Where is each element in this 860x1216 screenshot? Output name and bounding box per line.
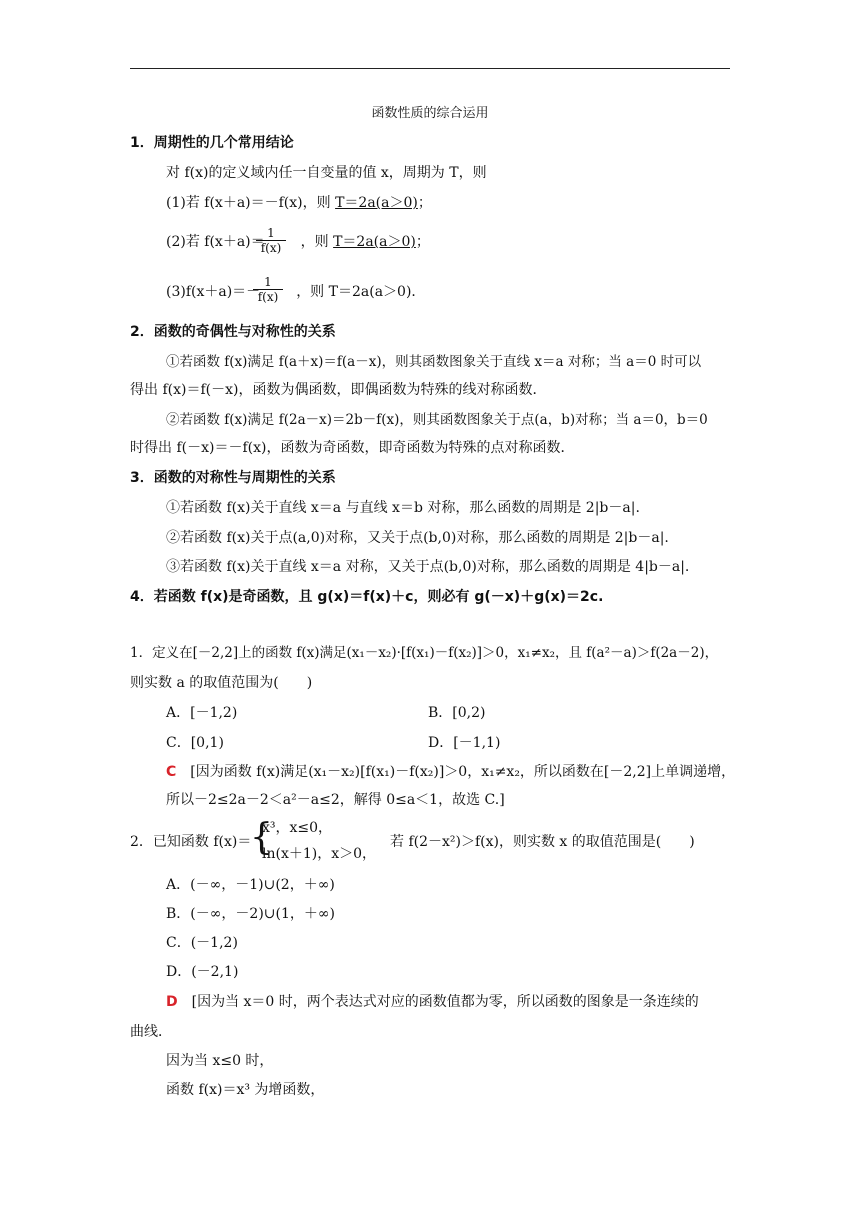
- question-1-line-2: 则实数 a 的取值范围为( ): [130, 675, 313, 691]
- question-2-solution-line-3: 因为当 x≤0 时，: [166, 1053, 274, 1069]
- question-2-solution-line-2: 曲线．: [130, 1024, 172, 1040]
- period-rule-3-fraction: [253, 275, 283, 304]
- piecewise-brace: {: [250, 817, 273, 858]
- period-rule-2-result: T＝2a(a＞0): [333, 234, 416, 250]
- period-rule-1-pre: (1)若 f(x＋a)＝－f(x)，则: [166, 195, 336, 211]
- question-1-solution-text: [因为函数 f(x)满足(x₁－x₂)[f(x₁)－f(x₂)]＞0，x₁≠x₂，所以函数在[－2,2]上单调递增，: [190, 764, 736, 780]
- fraction-numerator: 1: [264, 275, 272, 289]
- question-1-answer: C: [166, 764, 177, 780]
- question-1-line-1: 1．定义在[－2,2]上的函数 f(x)满足(x₁－x₂)·[f(x₁)－f(x₂)]＞0，x₁≠x₂，且 f(a²－a)＞f(2a－2)，: [130, 645, 719, 661]
- question-2-solution-line-4: 函数 f(x)＝x³ 为增函数，: [166, 1082, 325, 1098]
- question-1-option-d: D．[－1,1): [428, 735, 501, 751]
- piecewise-case-2: ln(x＋1)，x＞0，: [262, 846, 377, 862]
- question-2-option-a: A．(－∞，－1)∪(2，＋∞): [166, 877, 335, 893]
- period-rule-1-result: T＝2a(a＞0): [335, 195, 418, 211]
- question-1-option-a: A．[－1,2): [166, 705, 238, 721]
- question-2-stem-pre: 2．已知函数 f(x)＝: [130, 834, 252, 850]
- section-2-para-1-line-2: 得出 f(x)＝f(－x)，函数为偶函数，即偶函数为特殊的线对称函数．: [130, 382, 547, 398]
- period-rule-2-mid: ，则: [300, 234, 334, 250]
- question-2-answer: D: [166, 994, 178, 1010]
- fraction-denominator: f(x): [256, 240, 286, 255]
- question-2-solution-line-1: [166, 992, 699, 1012]
- section-2-heading: 2．函数的奇偶性与对称性的关系: [130, 324, 336, 340]
- question-2-option-d: D．(－2,1): [166, 964, 239, 980]
- question-1-solution-line-1: [166, 762, 735, 782]
- fraction-numerator: 1: [267, 226, 275, 240]
- question-1-solution-line-2: 所以－2≤2a－2＜a²－a≤2，解得 0≤a＜1，故选 C.]: [166, 792, 505, 808]
- page-title: 函数性质的综合运用: [371, 106, 489, 121]
- section-2-para-2-line-2: 时得出 f(－x)＝－f(x)，函数为奇函数，即奇函数为特殊的点对称函数．: [130, 440, 575, 456]
- section-2-para-2-line-1: ②若函数 f(x)满足 f(2a－x)＝2b－f(x)，则其函数图象关于点(a，b)对称；当 a＝0，b＝0: [166, 412, 708, 428]
- piecewise-case-1: x³，x≤0，: [262, 820, 333, 836]
- section-1-intro: 对 f(x)的定义域内任一自变量的值 x，周期为 T，则: [166, 165, 487, 181]
- question-2-option-c: C．(－1,2): [166, 935, 238, 951]
- period-rule-2: [166, 232, 430, 252]
- period-rule-3-pre: (3)f(x＋a)＝－: [166, 284, 261, 300]
- period-rule-2-pre: (2)若 f(x＋a)＝: [166, 234, 265, 250]
- period-rule-1-post: ；: [417, 195, 432, 211]
- question-2-option-b: B．(－∞，－2)∪(1，＋∞): [166, 906, 336, 922]
- header-rule: [130, 68, 730, 69]
- section-3-item-2: ②若函数 f(x)关于点(a,0)对称，又关于点(b,0)对称，那么函数的周期是 2|b－a|.: [166, 530, 669, 546]
- period-rule-1: [166, 193, 432, 213]
- question-2-stem-post: 若 f(2－x²)＞f(x)，则实数 x 的取值范围是( ): [390, 834, 695, 850]
- section-3-item-3: ③若函数 f(x)关于直线 x＝a 对称，又关于点(b,0)对称，那么函数的周期是 4|b－a|.: [166, 559, 690, 575]
- period-rule-2-fraction: [256, 226, 286, 255]
- period-rule-3-post: ，则 T＝2a(a＞0)．: [296, 284, 426, 300]
- section-3-item-1: ①若函数 f(x)关于直线 x＝a 与直线 x＝b 对称，那么函数的周期是 2|b－a|.: [166, 500, 640, 516]
- question-1-option-b: B．[0,2): [428, 705, 486, 721]
- fraction-denominator: f(x): [253, 289, 283, 304]
- period-rule-3: [166, 282, 425, 302]
- section-3-heading: 3．函数的对称性与周期性的关系: [130, 470, 336, 486]
- question-1-option-c: C．[0,1): [166, 735, 224, 751]
- section-2-para-1-line-1: ①若函数 f(x)满足 f(a＋x)＝f(a－x)，则其函数图象关于直线 x＝a 对称；当 a＝0 时可以: [166, 354, 702, 370]
- period-rule-2-post: ；: [415, 234, 430, 250]
- section-1-heading: 1．周期性的几个常用结论: [130, 135, 294, 151]
- question-2-solution-text: [因为当 x＝0 时，两个表达式对应的函数值都为零，所以函数的图象是一条连续的: [191, 994, 699, 1010]
- section-4-heading: 4．若函数 f(x)是奇函数，且 g(x)＝f(x)＋c，则必有 g(－x)＋g(x)＝2c.: [130, 589, 604, 605]
